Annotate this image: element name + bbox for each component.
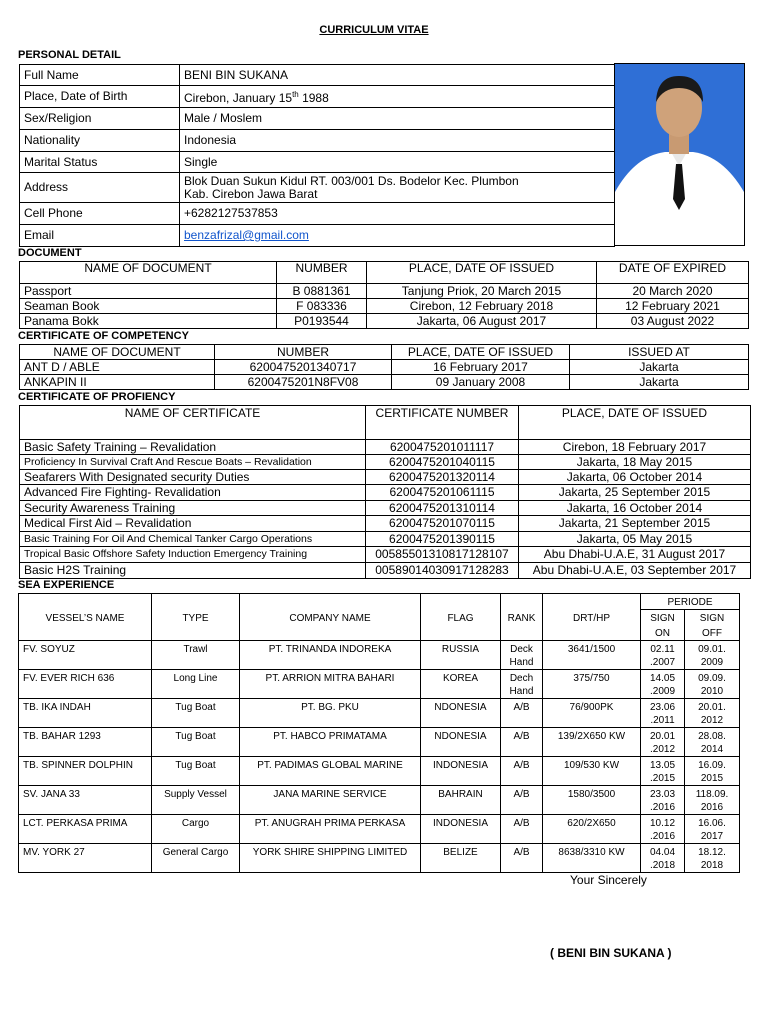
- row-sex: Sex/Religion Male / Moslem: [20, 108, 615, 130]
- sea-cell-on: 02.11 .2007: [641, 641, 685, 670]
- proficiency-header-row: NAME OF CERTIFICATE CERTIFICATE NUMBER PLACE, DATE OF ISSUED: [20, 406, 751, 440]
- sea-cell-drt: 3641/1500: [543, 641, 641, 670]
- sea-cell-company: PT. ARRION MITRA BAHARI: [240, 670, 421, 699]
- table-row: [19, 815, 740, 844]
- competency-table: [19, 344, 749, 390]
- portrait-image: [615, 64, 744, 245]
- vessel-name: FV. SOYUZ: [19, 641, 152, 670]
- sea-cell-off: 16.09. 2015: [685, 757, 740, 786]
- sea-cell-on: 10.12 .2016: [641, 815, 685, 844]
- sea-cell-company: PT. TRINANDA INDOREKA: [240, 641, 421, 670]
- table-row: [19, 757, 740, 786]
- sea-cell-off: 09.09. 2010: [685, 670, 740, 699]
- sea-cell-flag: NDONESIA: [421, 728, 501, 757]
- sea-cell-rank: A/B: [501, 844, 543, 873]
- table-row: ANKAPIN II 6200475201N8FV08 09 January 2008 Jakarta: [20, 375, 749, 390]
- sea-cell-company: JANA MARINE SERVICE: [240, 786, 421, 815]
- table-row: [19, 786, 740, 815]
- row-email: Email benzafrizal@gmail.com: [20, 225, 615, 247]
- page-title: CURRICULUM VITAE: [319, 24, 429, 36]
- table-row: Passport B 0881361 Tanjung Priok, 20 March 2015 20 March 2020: [20, 284, 749, 299]
- sea-cell-type: Tug Boat: [152, 757, 240, 786]
- sea-cell-off: 20.01. 2012: [685, 699, 740, 728]
- competency-header-row: NAME OF DOCUMENT NUMBER PLACE, DATE OF ISSUED ISSUED AT: [20, 345, 749, 360]
- table-row: Seaman Book F 083336 Cirebon, 12 February 2018 12 February 2021: [20, 299, 749, 314]
- document-heading: DOCUMENT: [18, 247, 82, 259]
- sea-cell-rank: A/B: [501, 786, 543, 815]
- document-header-row: NAME OF DOCUMENT NUMBER PLACE, DATE OF ISSUED DATE OF EXPIRED: [20, 262, 749, 284]
- sea-cell-rank: A/B: [501, 815, 543, 844]
- sea-cell-flag: BAHRAIN: [421, 786, 501, 815]
- sea-cell-drt: 76/900PK: [543, 699, 641, 728]
- profile-photo: [614, 63, 745, 246]
- vessel-name: LCT. PERKASA PRIMA: [19, 815, 152, 844]
- row-phone: Cell Phone +6282127537853: [20, 203, 615, 225]
- vessel-name: TB. BAHAR 1293: [19, 728, 152, 757]
- table-row: Advanced Fire Fighting- Revalidation 6200475201061115 Jakarta, 25 September 2015: [20, 485, 751, 501]
- sea-cell-off: 16.06. 2017: [685, 815, 740, 844]
- sea-cell-type: Trawl: [152, 641, 240, 670]
- sea-cell-type: Cargo: [152, 815, 240, 844]
- table-row: Security Awareness Training 6200475201310114 Jakarta, 16 October 2014: [20, 501, 751, 516]
- proficiency-table: [19, 405, 751, 579]
- table-row: [19, 670, 740, 699]
- sea-cell-drt: 1580/3500: [543, 786, 641, 815]
- sea-cell-flag: BELIZE: [421, 844, 501, 873]
- sea-cell-rank: A/B: [501, 699, 543, 728]
- sea-cell-flag: INDONESIA: [421, 815, 501, 844]
- sea-cell-drt: 620/2X650: [543, 815, 641, 844]
- table-row: Basic Training For Oil And Chemical Tanker Cargo Operations 6200475201390115 Jakarta, 05 May 2015: [20, 532, 751, 547]
- sea-cell-company: PT. ANUGRAH PRIMA PERKASA: [240, 815, 421, 844]
- table-row: [19, 641, 740, 670]
- sea-cell-type: General Cargo: [152, 844, 240, 873]
- sea-cell-flag: KOREA: [421, 670, 501, 699]
- sea-cell-rank: A/B: [501, 728, 543, 757]
- sea-cell-drt: 139/2X650 KW: [543, 728, 641, 757]
- sea-cell-flag: NDONESIA: [421, 699, 501, 728]
- sea-cell-on: 23.06 .2011: [641, 699, 685, 728]
- sea-cell-type: Supply Vessel: [152, 786, 240, 815]
- sea-cell-on: 14.05 .2009: [641, 670, 685, 699]
- closing-text: Your Sincerely: [570, 873, 647, 887]
- vessel-name: TB. SPINNER DOLPHIN: [19, 757, 152, 786]
- competency-heading: CERTIFICATE OF COMPETENCY: [18, 330, 189, 342]
- sea-cell-type: Tug Boat: [152, 699, 240, 728]
- sea-cell-off: 118.09. 2016: [685, 786, 740, 815]
- sea-cell-type: Tug Boat: [152, 728, 240, 757]
- signature-name: ( BENI BIN SUKANA ): [550, 946, 672, 960]
- table-row: [19, 844, 740, 873]
- sea-cell-off: 09.01. 2009: [685, 641, 740, 670]
- sea-cell-company: PT. BG. PKU: [240, 699, 421, 728]
- vessel-name: TB. IKA INDAH: [19, 699, 152, 728]
- sea-cell-drt: 375/750: [543, 670, 641, 699]
- vessel-name: SV. JANA 33: [19, 786, 152, 815]
- table-row: Basic H2S Training 00589014030917128283 Abu Dhabi-U.A.E, 03 September 2017: [20, 563, 751, 579]
- sea-cell-on: 13.05 .2015: [641, 757, 685, 786]
- table-row: Medical First Aid – Revalidation 6200475201070115 Jakarta, 21 September 2015: [20, 516, 751, 532]
- sea-cell-drt: 8638/3310 KW: [543, 844, 641, 873]
- sea-cell-company: PT. HABCO PRIMATAMA: [240, 728, 421, 757]
- sea-cell-rank: Dech Hand: [501, 670, 543, 699]
- proficiency-heading: CERTIFICATE OF PROFIENCY: [18, 391, 176, 403]
- sea-cell-off: 28.08. 2014: [685, 728, 740, 757]
- email-link[interactable]: benzafrizal@gmail.com: [184, 228, 309, 242]
- sea-heading: SEA EXPERIENCE: [18, 579, 115, 591]
- sea-cell-drt: 109/530 KW: [543, 757, 641, 786]
- sea-cell-on: 04.04 .2018: [641, 844, 685, 873]
- sea-cell-on: 20.01 .2012: [641, 728, 685, 757]
- row-birth: Place, Date of Birth Cirebon, January 15th 1988: [20, 86, 615, 108]
- vessel-name: MV. YORK 27: [19, 844, 152, 873]
- table-row: Proficiency In Survival Craft And Rescue Boats – Revalidation 6200475201040115 Jakarta, 18 May 2015: [20, 455, 751, 470]
- sea-cell-on: 23.03 .2016: [641, 786, 685, 815]
- row-address: Address Blok Duan Sukun Kidul RT. 003/001 Ds. Bodelor Kec. Plumbon Kab. Cirebon Jawa Barat: [20, 173, 615, 203]
- sea-cell-flag: INDONESIA: [421, 757, 501, 786]
- table-row: Basic Safety Training – Revalidation 6200475201011117 Cirebon, 18 February 2017: [20, 440, 751, 455]
- table-row: ANT D / ABLE 6200475201340717 16 February 2017 Jakarta: [20, 360, 749, 375]
- table-row: Tropical Basic Offshore Safety Induction Emergency Training 00585501310817128107 Abu Dhabi-U.A.E, 31 August 2017: [20, 547, 751, 563]
- personal-table: [19, 64, 615, 247]
- sea-cell-company: YORK SHIRE SHIPPING LIMITED: [240, 844, 421, 873]
- row-marital: Marital Status Single: [20, 152, 615, 173]
- sea-table: VESSEL’S NAME TYPE COMPANY NAME FLAG RANK DRT/HP PERIODE SIGN SIGN ON OFF FV. SOYUZ Trawl PT. TRINANDA INDOREKA RUSSIA Deck Hand 3641/1500 02.11 .2007 09.01. 2009 FV. EVER RICH 636 Long Line PT. ARRION MITRA BAHARI KOREA Dech Hand 375/750 14.05 .2009 09.09. 2010 TB. IKA INDAH Tug Boat PT. BG. PKU NDONESIA A/B 76/900PK 23.06 .2011 20.01. 2012 TB. BAHAR 1293 Tug Boat PT. HABCO PRIMATAMA NDONESIA A/B 139/2X650 KW 20.01 .2012 28.08. 2014 TB. SPINNER DOLPHIN Tug Boat PT. PADIMAS GLOBAL MARINE INDONESIA A/B 109/530 KW 13.05 .2015 16.09. 2015 SV. JANA 33 Supply Vessel JANA MARINE SERVICE BAHRAIN A/B 1580/3500 23.03 .2016 118.09. 2016 LCT. PERKASA PRIMA Cargo PT. ANUGRAH PRIMA PERKASA INDONESIA A/B 620/2X650 10.12 .2016 16.06. 2017 MV. YORK 27 General Cargo YORK SHIRE SHIPPING LIMITED BELIZE A/B 8638/3310 KW 04.04 .2018 18.12. 2018: [18, 593, 740, 873]
- sea-cell-flag: RUSSIA: [421, 641, 501, 670]
- table-row: [19, 699, 740, 728]
- table-row: Panama Bokk P0193544 Jakarta, 06 August 2017 03 August 2022: [20, 314, 749, 329]
- sea-cell-off: 18.12. 2018: [685, 844, 740, 873]
- row-nationality: Nationality Indonesia: [20, 130, 615, 152]
- vessel-name: FV. EVER RICH 636: [19, 670, 152, 699]
- row-full-name: Full Name BENI BIN SUKANA: [20, 65, 615, 86]
- sea-cell-type: Long Line: [152, 670, 240, 699]
- document-table: [19, 261, 749, 329]
- table-row: [19, 728, 740, 757]
- sea-header-row: VESSEL’S NAME TYPE COMPANY NAME FLAG RANK DRT/HP PERIODE: [19, 594, 740, 610]
- sea-cell-rank: Deck Hand: [501, 641, 543, 670]
- sea-cell-company: PT. PADIMAS GLOBAL MARINE: [240, 757, 421, 786]
- personal-heading: PERSONAL DETAIL: [18, 49, 121, 61]
- sea-cell-rank: A/B: [501, 757, 543, 786]
- table-row: Seafarers With Designated security Duties 6200475201320114 Jakarta, 06 October 2014: [20, 470, 751, 485]
